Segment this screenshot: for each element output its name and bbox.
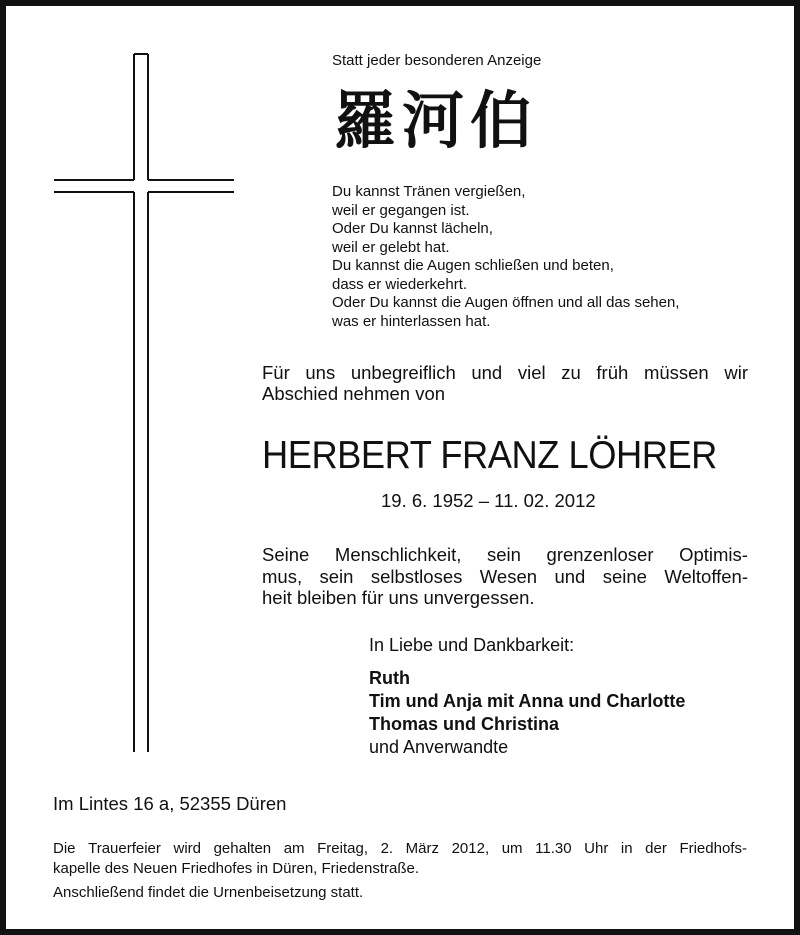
chinese-name: 羅河伯: [334, 84, 539, 157]
poem-line: was er hinterlassen hat.: [332, 312, 491, 330]
intro-line: Abschied nehmen von: [262, 383, 446, 404]
family-member: Tim und Anja mit Anna und Charlotte: [369, 691, 686, 711]
address: Im Lintes 16 a, 52355 Düren: [53, 793, 287, 814]
thanks-line: In Liebe und Dankbarkeit:: [369, 635, 575, 655]
family-member: Ruth: [369, 668, 410, 688]
cross-icon: [46, 46, 246, 766]
tribute-line: heit bleiben für uns unvergessen.: [262, 587, 535, 608]
life-dates: 19. 6. 1952 – 11. 02. 2012: [381, 490, 596, 511]
poem-line: Oder Du kannst lächeln,: [332, 220, 493, 237]
poem-line: weil er gelebt hat.: [332, 238, 450, 256]
tribute-line: mus, sein selbstloses Wesen und seine Weltoffen-: [262, 565, 748, 587]
poem-line: Du kannst Tränen vergießen,: [332, 183, 526, 200]
poem-line: weil er gegangen ist.: [332, 201, 470, 219]
family-signature: [369, 667, 685, 759]
ceremony-line: Die Trauerfeier wird gehalten am Freitag, 2. März 2012, um 11.30 Uhr in der Friedhofs-: [53, 840, 747, 857]
poem-line: Du kannst die Augen schließen und beten,: [332, 257, 614, 274]
family-member: Thomas und Christina: [369, 714, 560, 734]
intro-text: [262, 362, 748, 404]
intro-line: Für uns unbegreiflich und viel zu früh müssen wir: [262, 362, 748, 383]
poem: [332, 183, 679, 331]
family-member: und Anverwandte: [369, 737, 509, 757]
ceremony-line: kapelle des Neuen Friedhofes in Düren, Friedenstraße.: [53, 860, 420, 877]
ceremony-info: [53, 839, 747, 903]
header-note: Statt jeder besonderen Anzeige: [332, 52, 542, 69]
tribute-text: [262, 544, 748, 609]
ceremony-line: Anschließend findet die Urnenbeisetzung statt.: [53, 884, 364, 901]
poem-line: Oder Du kannst die Augen öffnen und all das sehen,: [332, 294, 680, 311]
poem-line: dass er wiederkehrt.: [332, 275, 468, 293]
deceased-name: HERBERT FRANZ LÖHRER: [262, 434, 717, 477]
tribute-line: Seine Menschlichkeit, sein grenzenloser Optimis-: [262, 544, 748, 565]
